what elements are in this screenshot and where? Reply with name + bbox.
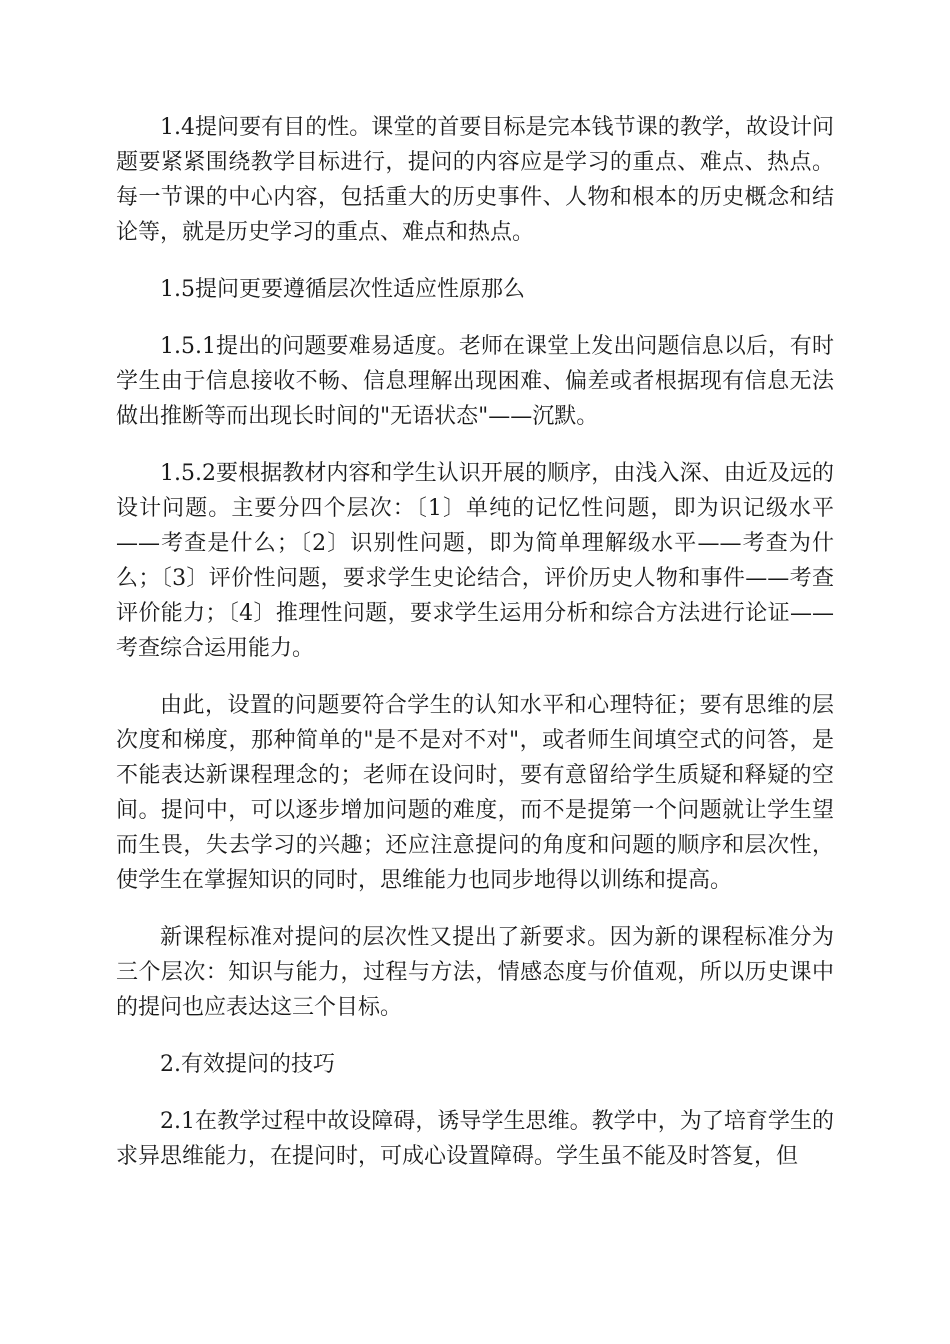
- paragraph-1-4-purpose: 1.4提问要有目的性。课堂的首要目标是完本钱节课的教学，故设计问题要紧紧围绕教学目标进行，提问的内容应是学习的重点、难点、热点。每一节课的中心内容，包括重大的历史事件、人物和根本的历史概念和结论等，就是历史学习的重点、难点和热点。: [116, 115, 834, 245]
- paragraph-cognitive-level: 由此，设置的问题要符合学生的认知水平和心理特征；要有思维的层次度和梯度，那种简单的"是不是对不对"，或者师生间填空式的问答，是不能表达新课程理念的；老师在设问时，要有意留给学生质疑和释疑的空间。提问中，可以逐步增加问题的难度，而不是提第一个问题就让学生望而生畏，失去学习的兴趣；还应注意提问的角度和问题的顺序和层次性，使学生在掌握知识的同时，思维能力也同步地得以训练和提高。: [116, 693, 834, 893]
- paragraph-1-5-heading: 1.5提问更要遵循层次性适应性原那么: [160, 277, 525, 302]
- paragraph-1-5-1-difficulty: 1.5.1提出的问题要难易适度。老师在课堂上发出问题信息以后，有时学生由于信息接收不畅、信息理解出现困难、偏差或者根据现有信息无法做出推断等而出现长时间的"无语状态"——沉默。: [116, 334, 834, 429]
- paragraph-2-heading: 2.有效提问的技巧: [160, 1052, 335, 1077]
- paragraph-2-1-obstacles: 2.1在教学过程中故设障碍，诱导学生思维。教学中，为了培育学生的求异思维能力，在提问时，可成心设置障碍。学生虽不能及时答复，但: [116, 1109, 834, 1169]
- paragraph-1-5-2-levels: 1.5.2要根据教材内容和学生认识开展的顺序，由浅入深、由近及远的设计问题。主要分四个层次：〔1〕单纯的记忆性问题，即为识记级水平——考查是什么；〔2〕识别性问题，即为简单理解级水平——考查为什么；〔3〕评价性问题，要求学生史论结合，评价历史人物和事件——考查评价能力；〔4〕推理性问题，要求学生运用分析和综合方法进行论证——考查综合运用能力。: [116, 461, 834, 661]
- document-body: [116, 110, 834, 1196]
- paragraph-new-curriculum: 新课程标准对提问的层次性又提出了新要求。因为新的课程标准分为三个层次：知识与能力，过程与方法，情感态度与价值观，所以历史课中的提问也应表达这三个目标。: [116, 925, 834, 1020]
